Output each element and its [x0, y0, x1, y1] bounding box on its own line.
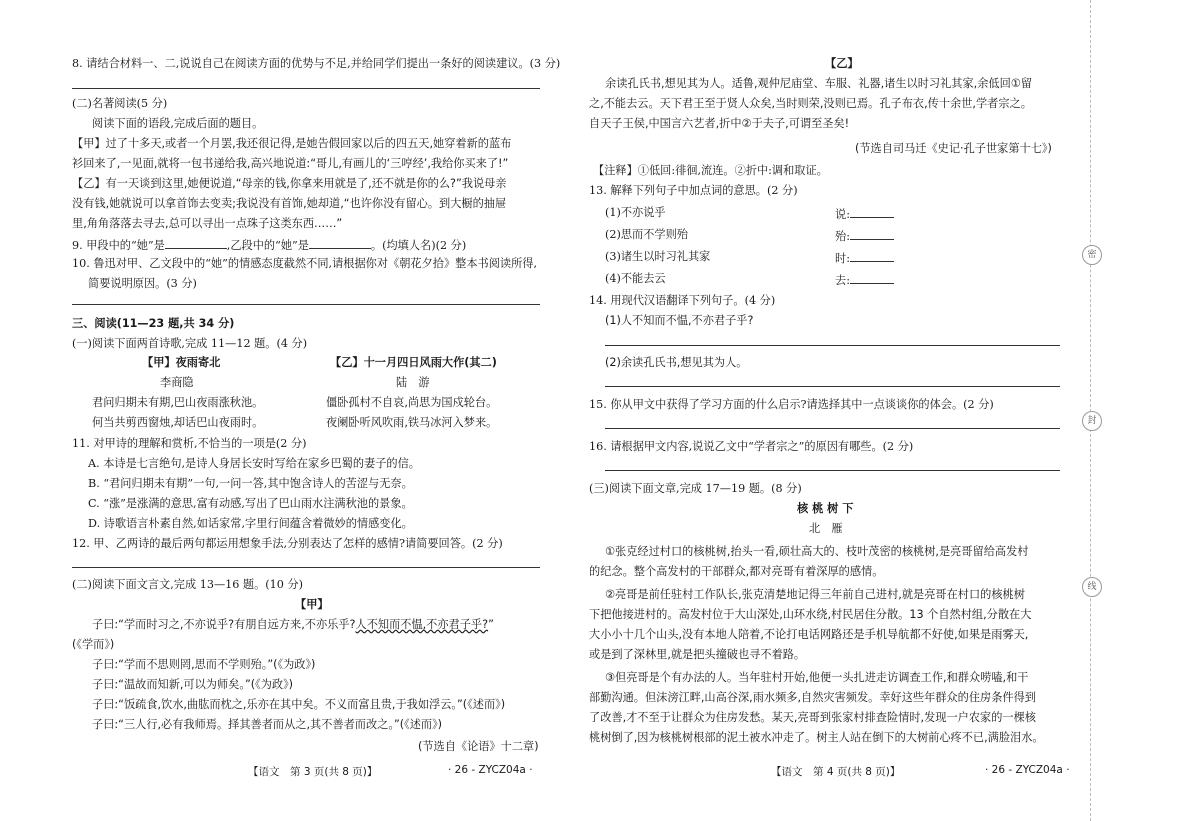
answer-line[interactable] [605, 345, 1060, 346]
q13-key: 去: [835, 274, 850, 287]
blank-field[interactable] [850, 206, 894, 218]
passage-line: 没有钱,她就说可以拿首饰去变卖;我说没有首饰,她却道,“也许你没有留心。到大橱的抽屉 [72, 197, 507, 210]
question-16: 16. 请根据甲文内容,说说乙文中“学者宗之”的原因有哪些。(2 分) [589, 440, 914, 453]
blank-field[interactable] [850, 272, 894, 284]
q13-answer [835, 250, 894, 266]
article-author: 北 雁 [809, 522, 843, 535]
source-note: (节选自《论语》十二章) [418, 740, 539, 753]
blank-field[interactable] [309, 237, 371, 249]
poem-a-title: 【甲】夜雨寄北 [142, 356, 221, 369]
answer-line[interactable] [72, 567, 540, 568]
question-9-part: 。(均填人名)(2 分) [370, 239, 467, 252]
passage-line: 之,不能去云。天下君王至于贤人众矣,当时则荣,没则已焉。孔子布衣,传十余世,学者宗之。 [589, 97, 1032, 110]
q13-key: 殆: [835, 230, 850, 243]
binding-mark: 线 [1082, 577, 1102, 597]
q13-answer [835, 228, 894, 244]
section-heading: (二)名著阅读(5 分) [72, 97, 168, 110]
lunyu-line [92, 618, 494, 632]
q14-item: (2)余读孔氏书,想见其为人。 [605, 356, 748, 369]
answer-line[interactable] [72, 304, 540, 305]
article-line: 大小小十几个山头,没有本地人陪着,不论打电话网路还是手机导航都不好使,如果是雨雾天, [589, 628, 1029, 641]
q13-answer [835, 206, 894, 222]
blank-field[interactable] [850, 228, 894, 240]
lunyu-line: 子曰:“学而不思则罔,思而不学则殆。”(《为政》) [92, 658, 316, 671]
passage-line: 【乙】有一天谈到这里,她便说道,“母亲的钱,你拿来用就是了,还不就是你的么?”我说母亲 [72, 177, 507, 190]
article-line: 部勤沟通。但沫滂江畔,山高谷深,雨水频多,自然灾害频发。幸好这些年群众的住房条件得到 [589, 691, 1036, 704]
poem-line: 夜阑卧听风吹雨,铁马冰河入梦来。 [326, 416, 498, 429]
page-footer: 【语文 第 4 页(共 8 页)】 [771, 766, 901, 778]
question-12: 12. 甲、乙两诗的最后两句都运用想象手法,分别表达了怎样的感情?请简要回答。(2 分) [72, 537, 503, 550]
lunyu-line: 子曰:“三人行,必有我师焉。择其善者而从之,其不善者而改之。”(《述而》) [92, 718, 443, 731]
blank-field[interactable] [850, 250, 894, 262]
article-line: 的纪念。整个高发村的干部群众,都对亮哥有着深厚的感情。 [589, 565, 884, 578]
section-intro: (二)阅读下面文言文,完成 13—16 题。(10 分) [72, 578, 304, 591]
passage-line: 衫回来了,一见面,就将一包书递给我,高兴地说道:“哥儿,有画儿的‘三哼经’,我给你买来了!” [72, 157, 509, 170]
poem-b-title: 【乙】十一月四日风雨大作(其二) [330, 356, 497, 369]
question-9-part: 9. 甲段中的“她”是 [72, 239, 165, 252]
question-10-cont: 简要说明原因。(3 分) [88, 277, 197, 290]
lunyu-line: 子曰:“饭疏食,饮水,曲肱而枕之,乐亦在其中矣。不义而富且贵,于我如浮云。”(《述而》) [92, 698, 506, 711]
lunyu-text: 子曰:“学而时习之,不亦说乎?有朋自远方来,不亦乐乎? [92, 618, 356, 631]
q14-item: (1)人不知而不愠,不亦君子乎? [605, 314, 754, 327]
lunyu-source: (《学而》) [72, 638, 115, 651]
option-a[interactable]: A. 本诗是七言绝句,是诗人身居长安时写给在家乡巴蜀的妻子的信。 [88, 457, 420, 470]
section-heading: 三、阅读(11—23 题,共 34 分) [72, 317, 235, 330]
annotation: 【注释】①低回:徘徊,流连。②折中:调和取证。 [593, 164, 828, 177]
question-10: 10. 鲁迅对甲、乙文段中的“她”的情感态度截然不同,请根据你对《朝花夕拾》整本书阅读所得, [72, 257, 538, 270]
option-b[interactable]: B. “君问归期未有期”一句,一问一答,其中饱含诗人的苦涩与无奈。 [88, 477, 413, 490]
passage-line: 【甲】过了十多天,或者一个月罢,我还很记得,是她告假回家以后的四五天,她穿着新的蓝布 [72, 137, 512, 150]
article-line: 桃树倒了,因为核桃树根部的泥土被水冲走了。树主人站在倒下的大树前心疼不已,满脸泪水。 [589, 731, 1044, 744]
passage-label: 【甲】 [295, 598, 329, 611]
binding-mark: 密 [1082, 245, 1102, 265]
exam-code: · 26 - ZYCZ04a · [985, 764, 1070, 776]
poem-a-author: 李商隐 [160, 376, 194, 389]
binding-mark: 封 [1082, 411, 1102, 431]
q13-key: 时: [835, 252, 850, 265]
source-note: (节选自司马迁《史记·孔子世家第十七》) [855, 142, 1052, 155]
question-15: 15. 你从甲文中获得了学习方面的什么启示?请选择其中一点谈谈你的体会。(2 分) [589, 398, 994, 411]
poem-b-author: 陆 游 [396, 376, 430, 389]
lunyu-text: ” [488, 618, 494, 631]
article-line: 或是到了深林里,就是把头撞破也寻不着路。 [589, 648, 806, 661]
poem-line: 君问归期未有期,巴山夜雨涨秋池。 [92, 396, 264, 409]
left-page [0, 0, 560, 821]
answer-line[interactable] [605, 386, 1060, 387]
blank-field[interactable] [165, 237, 227, 249]
q13-item: (1)不亦说乎 [605, 206, 666, 219]
question-14: 14. 用现代汉语翻译下列句子。(4 分) [589, 294, 776, 307]
article-line: 了改善,才不至于让群众为住房发愁。某天,亮哥到张家村排查险情时,发现一户农家的一棵核 [589, 711, 1036, 724]
article-title: 核 桃 树 下 [797, 502, 854, 515]
passage-line: 里,角角落落去寻去,总可以寻出一点珠子这类东西……” [72, 217, 343, 230]
poem-line: 僵卧孤村不自哀,尚思为国戍轮台。 [326, 396, 498, 409]
option-c[interactable]: C. “涨”是涨满的意思,富有动感,写出了巴山雨水注满秋池的景象。 [88, 497, 413, 510]
passage-label: 【乙】 [825, 57, 859, 70]
option-d[interactable]: D. 诗歌语言朴素自然,如话家常,字里行间蕴含着微妙的情感变化。 [88, 517, 413, 530]
q13-item: (2)思而不学则殆 [605, 228, 688, 241]
q13-key: 说: [835, 208, 850, 221]
passage-line: 余读孔氏书,想见其为人。适鲁,观仲尼庙堂、车服、礼器,诸生以时习礼其家,余低回①留 [605, 77, 1033, 90]
poem-line: 何当共剪西窗烛,却话巴山夜雨时。 [92, 416, 264, 429]
q13-item: (4)不能去云 [605, 272, 666, 285]
q13-answer [835, 272, 894, 288]
right-page [585, 0, 1093, 821]
section-intro: 阅读下面的语段,完成后面的题目。 [92, 117, 264, 130]
question-8: 8. 请结合材料一、二,说说自己在阅读方面的优势与不足,并给同学们提出一条好的阅读建议。(3 分) [72, 57, 561, 70]
article-line: 下把他接进村的。高发村位于大山深处,山环水绕,村民居住分散。13 个自然村组,分散在大 [589, 608, 1032, 621]
article-line: ③但亮哥是个有办法的人。当年驻村开始,他便一头扎进走访调查工作,和群众唠嗑,和干 [605, 671, 1029, 684]
answer-line[interactable] [605, 428, 1060, 429]
exam-code: · 26 - ZYCZ04a · [448, 764, 533, 776]
section-intro: (一)阅读下面两首诗歌,完成 11—12 题。(4 分) [72, 337, 308, 350]
passage-line: 自天子王侯,中国言六艺者,折中②于夫子,可谓至圣矣! [589, 117, 850, 130]
lunyu-underlined: 人不知而不愠,不亦君子乎? [355, 618, 489, 631]
question-11: 11. 对甲诗的理解和赏析,不恰当的一项是(2 分) [72, 437, 307, 450]
article-line: ①张克经过村口的核桃树,抬头一看,硕壮高大的、枝叶茂密的核桃树,是亮哥留给高发村 [605, 545, 1029, 558]
answer-line[interactable] [72, 88, 540, 89]
q13-item: (3)诸生以时习礼其家 [605, 250, 711, 263]
lunyu-line: 子曰:“温故而知新,可以为师矣。”(《为政》) [92, 678, 294, 691]
question-9-part: ,乙段中的“她”是 [226, 239, 309, 252]
article-line: ②亮哥是前任驻村工作队长,张克清楚地记得三年前自己进村,就是亮哥在村口的核桃树 [605, 588, 1025, 601]
question-9 [72, 237, 466, 253]
question-13: 13. 解释下列句子中加点词的意思。(2 分) [589, 184, 798, 197]
section-intro: (三)阅读下面文章,完成 17—19 题。(8 分) [589, 482, 802, 495]
page-footer: 【语文 第 3 页(共 8 页)】 [248, 766, 378, 778]
answer-line[interactable] [605, 470, 1060, 471]
